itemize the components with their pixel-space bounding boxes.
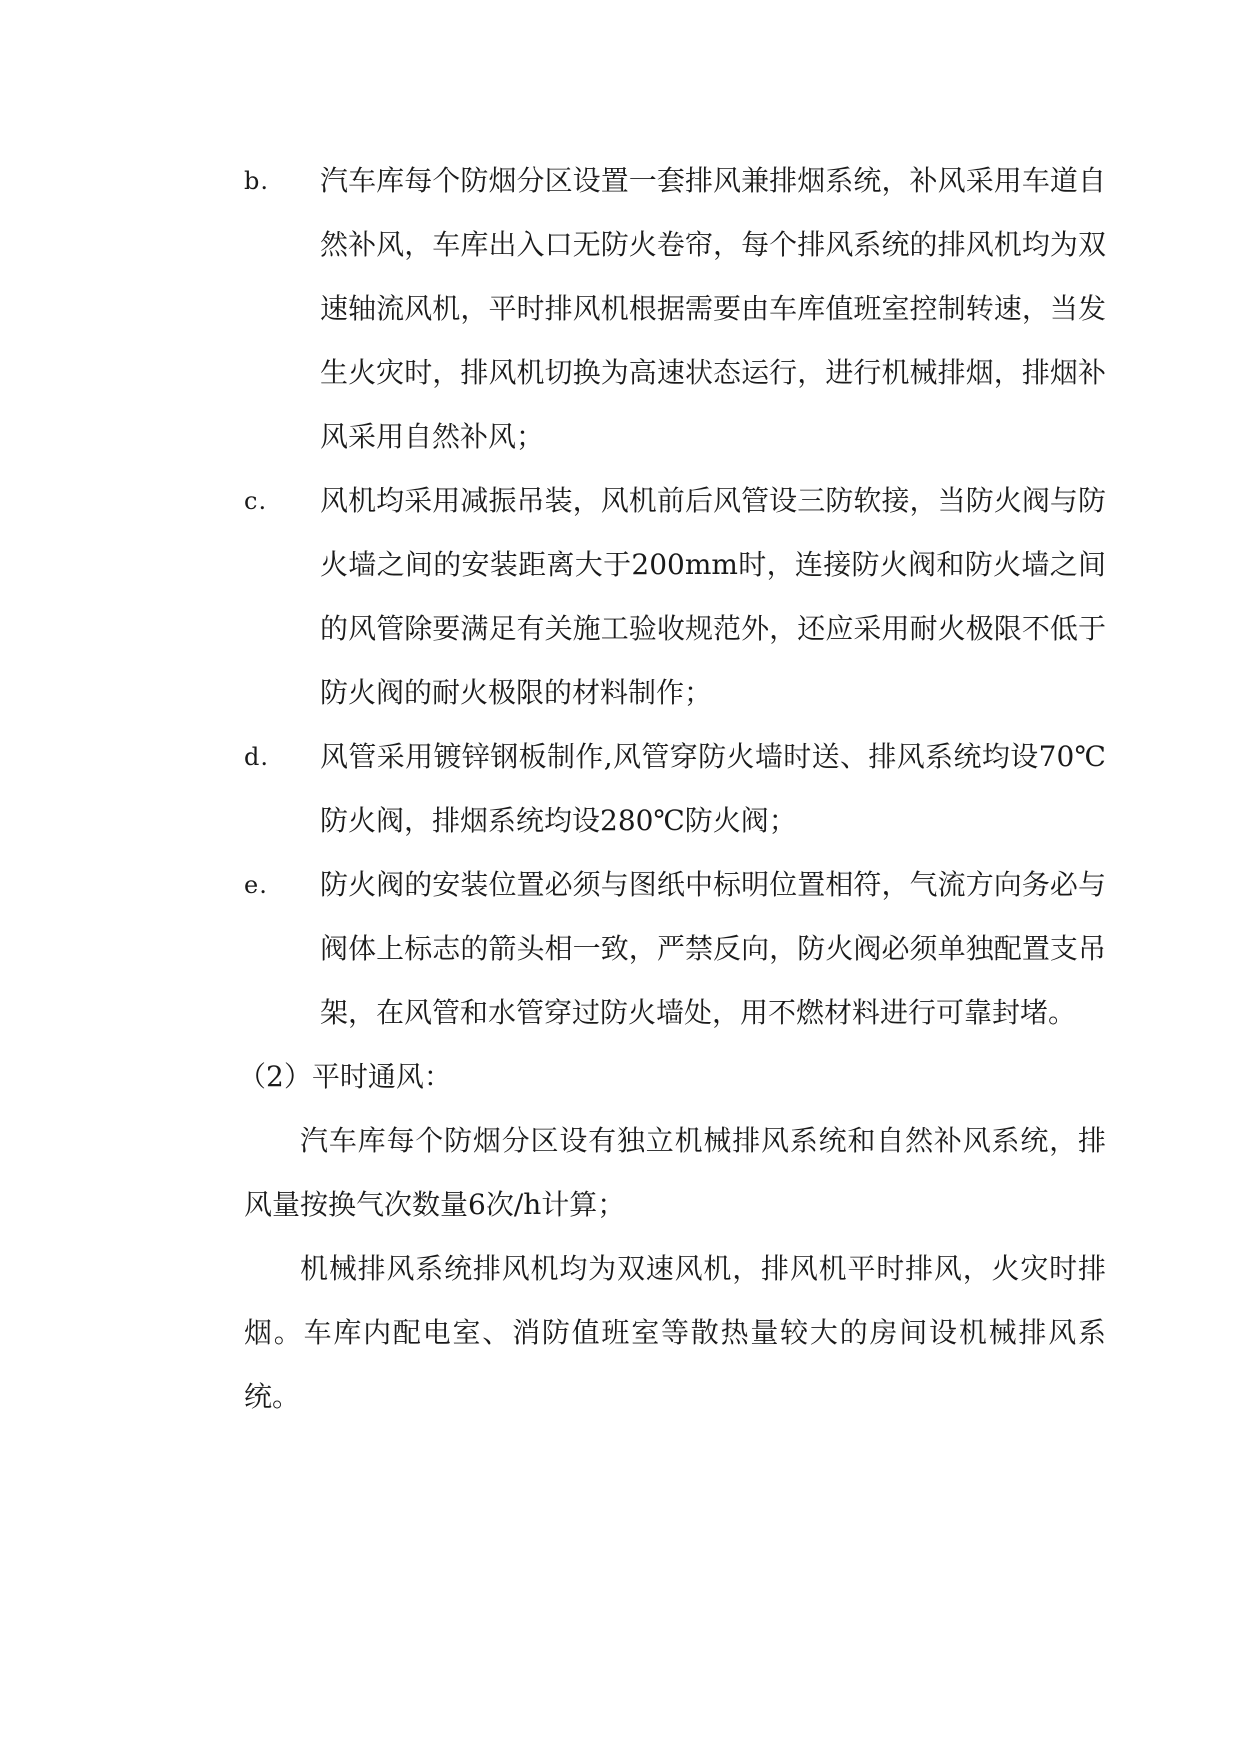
body-paragraph: 汽车库每个防烟分区设有独立机械排风系统和自然补风系统，排风量按换气次数量6次/h计算； — [244, 1124, 1106, 1221]
list-item-text: 风机均采用减振吊装，风机前后风管设三防软接，当防火阀与防火墙之间的安装距离大于200mm时，连接防火阀和防火墙之间的风管除要满足有关施工验收规范外，还应采用耐火极限不低于防火阀的耐火极限的材料制作； — [320, 484, 1106, 709]
list-marker: d. — [244, 743, 269, 771]
list-item-b — [244, 149, 1106, 469]
list-marker: e. — [244, 871, 268, 899]
list-marker: b. — [244, 167, 269, 195]
list-item-d — [244, 725, 1106, 853]
list-item-e — [244, 853, 1106, 1045]
list-marker: c. — [244, 487, 268, 515]
list-item-text: 防火阀的安装位置必须与图纸中标明位置相符，气流方向务必与阀体上标志的箭头相一致，严禁反向，防火阀必须单独配置支吊架，在风管和水管穿过防火墙处，用不燃材料进行可靠封堵。 — [320, 868, 1106, 1029]
list-item-c — [244, 469, 1106, 725]
body-paragraph: 机械排风系统排风机均为双速风机，排风机平时排风，火灾时排烟。车库内配电室、消防值班室等散热量较大的房间设机械排风系统。 — [244, 1252, 1106, 1413]
page-content — [238, 149, 1106, 1429]
list-item-text: 风管采用镀锌钢板制作,风管穿防火墙时送、排风系统均设70℃防火阀，排烟系统均设280℃防火阀； — [320, 740, 1106, 837]
list-item-text: 汽车库每个防烟分区设置一套排风兼排烟系统，补风采用车道自然补风，车库出入口无防火卷帘，每个排风系统的排风机均为双速轴流风机，平时排风机根据需要由车库值班室控制转速，当发生火灾时，排风机切换为高速状态运行，进行机械排烟，排烟补风采用自然补风； — [320, 164, 1106, 453]
section-heading: （2）平时通风： — [238, 1060, 452, 1093]
